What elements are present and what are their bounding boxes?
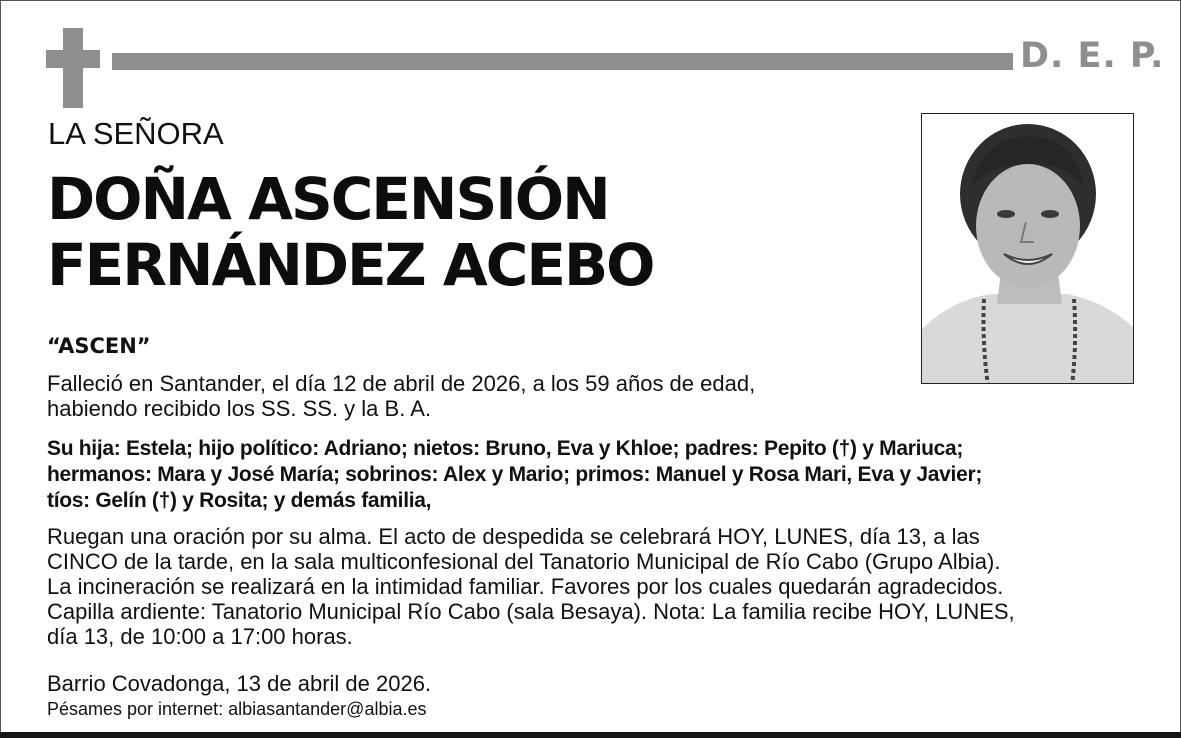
portrait-photo — [921, 113, 1134, 384]
text-line: hermanos: Mara y José María; sobrinos: Alex y Mario; primos: Manuel y Rosa Mari, Eva y Javier; — [47, 463, 983, 486]
alias: “ASCEN” — [47, 334, 151, 358]
deceased-name — [47, 166, 653, 298]
header-rule — [112, 53, 1013, 70]
text-line: Ruegan una oración por su alma. El acto de despedida se celebrará HOY, LUNES, día 13, a las — [47, 524, 980, 549]
text-line: CINCO de la tarde, en la sala multiconfesional del Tanatorio Municipal de Río Cabo (Grupo Albia). — [47, 549, 1001, 574]
cross-icon — [46, 28, 100, 108]
death-paragraph — [47, 371, 755, 421]
text-line: Falleció en Santander, el día 12 de abril de 2026, a los 59 años de edad, — [47, 371, 756, 396]
place-date: Barrio Covadonga, 13 de abril de 2026. — [47, 671, 432, 696]
text-line: habiendo recibido los SS. SS. y la B. A. — [47, 396, 432, 421]
bottom-bar — [0, 732, 1181, 738]
name-line: DOÑA ASCENSIÓN — [47, 165, 609, 233]
text-line: tíos: Gelín (†) y Rosita; y demás familia, — [47, 489, 432, 512]
text-line: Capilla ardiente: Tanatorio Municipal Río Cabo (sala Besaya). Nota: La familia recibe HOY, LUNES, — [47, 599, 1015, 624]
ceremony-paragraph — [47, 524, 1015, 649]
family-paragraph — [47, 436, 982, 514]
text-line: La incineración se realizará en la intimidad familiar. Favores por los cuales quedarán agradecidos. — [47, 574, 1004, 599]
text-line: Su hija: Estela; hijo político: Adriano; nietos: Bruno, Eva y Khloe; padres: Pepito (†) y Mariuca; — [47, 437, 964, 460]
name-line: FERNÁNDEZ ACEBO — [47, 231, 654, 299]
dep-label: D. E. P. — [1020, 36, 1165, 76]
honorific: LA SEÑORA — [48, 116, 224, 151]
condolences-contact: Pésames por internet: albiasantander@albia.es — [47, 699, 427, 719]
text-line: día 13, de 10:00 a 17:00 horas. — [47, 624, 353, 649]
